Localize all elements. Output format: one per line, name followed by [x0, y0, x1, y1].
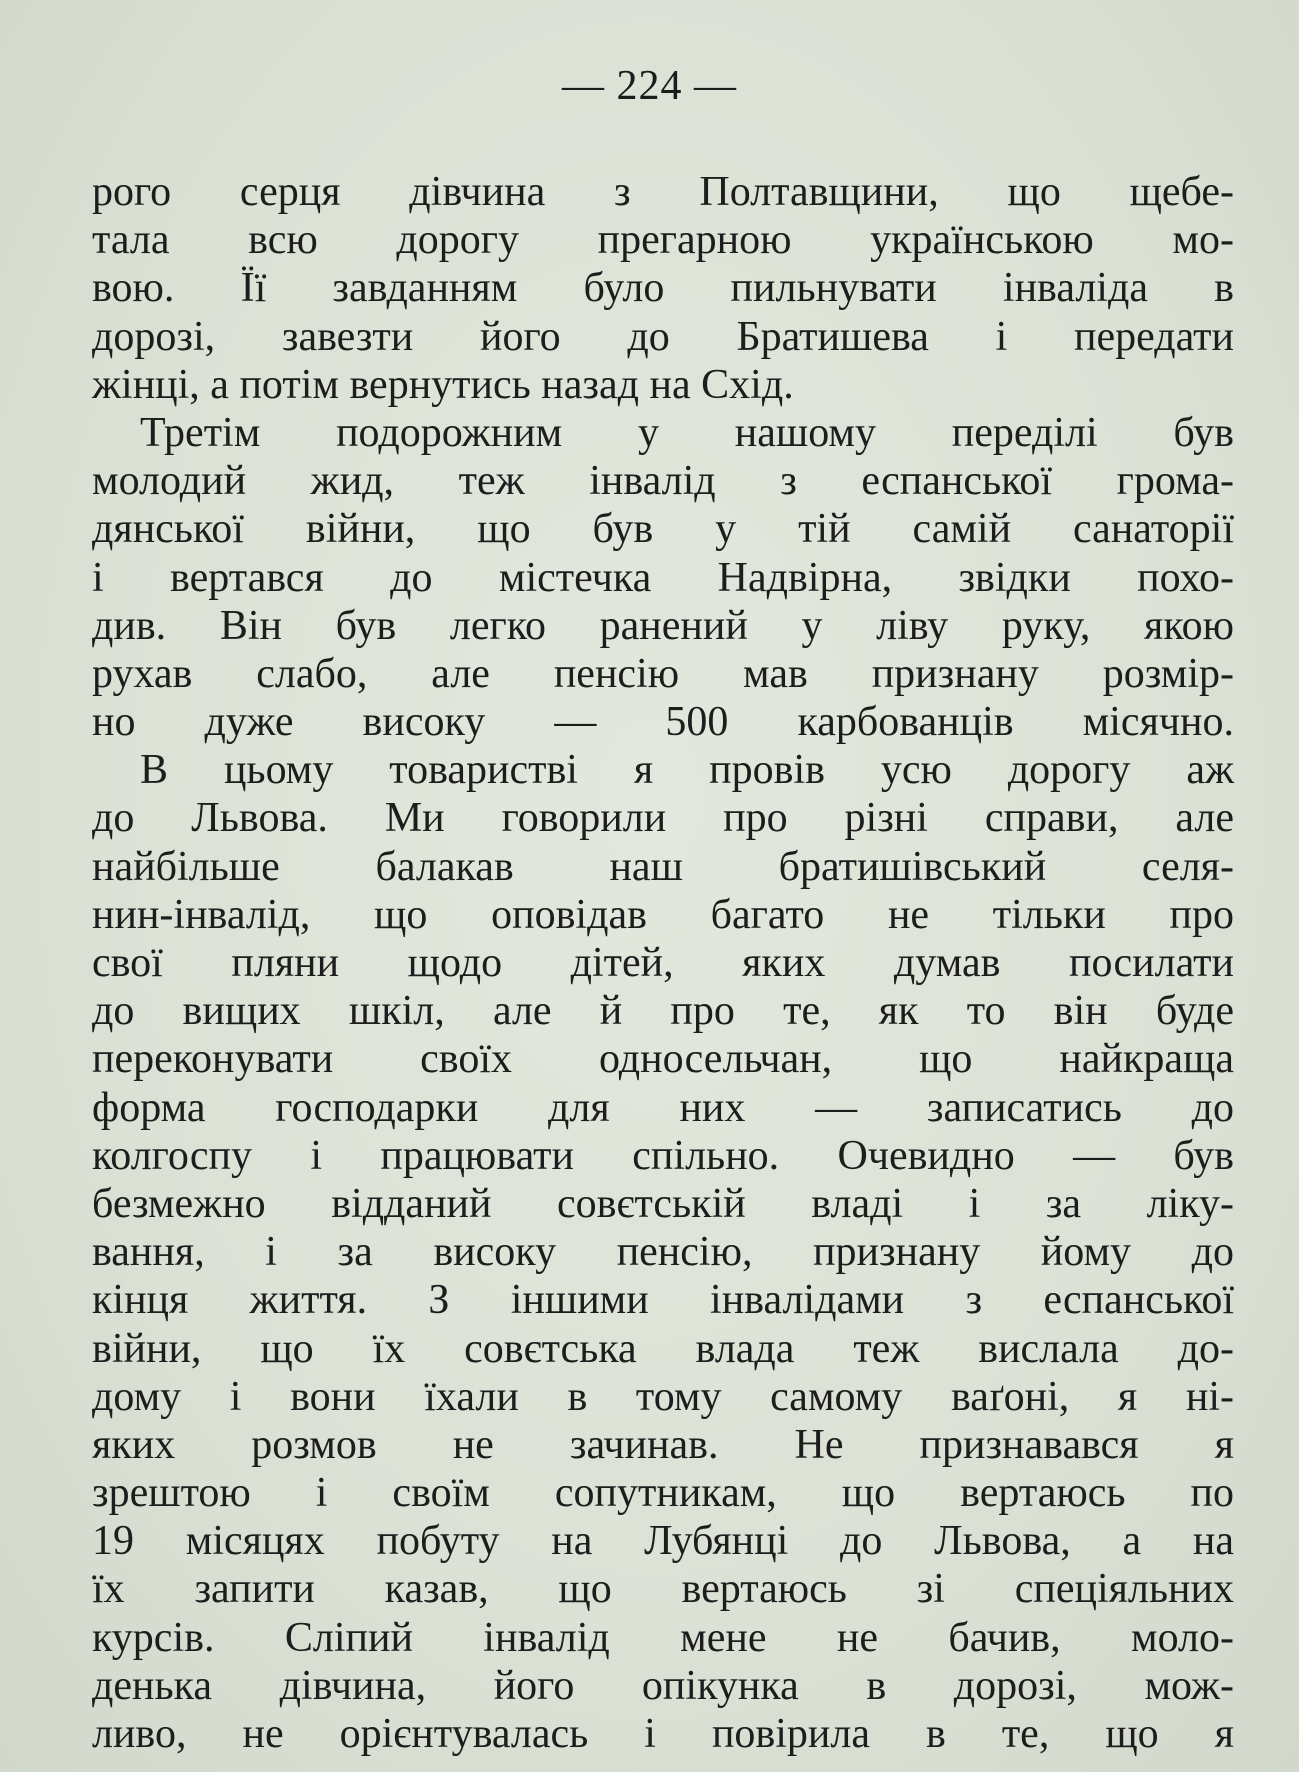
text-line: вання, і за високу пенсію, признану йому до — [92, 1229, 1234, 1276]
text-line: дянської війни, що був у тій самій санаторії — [92, 506, 1234, 553]
text-line: нин-інвалід, що оповідав багато не тільки про — [92, 891, 1234, 938]
text-line: до вищих шкіл, але й про те, як то він буде — [92, 988, 1234, 1035]
text-line: курсів. Сліпий інвалід мене не бачив, моло- — [92, 1614, 1234, 1661]
text-line: форма господарки для них — записатись до — [92, 1084, 1234, 1131]
text-line: колгоспу і працювати спільно. Очевидно — був — [92, 1132, 1234, 1179]
text-line: но дуже високу — 500 карбованців місячно. — [92, 699, 1234, 746]
text-line: дому і вони їхали в тому самому ваґоні, я ні- — [92, 1373, 1234, 1420]
body-text — [92, 168, 1234, 1758]
text-line: зрештою і своїм сопутникам, що вертаюсь по — [92, 1470, 1234, 1517]
text-line: і вертався до містечка Надвірна, звідки похо- — [92, 554, 1234, 601]
text-line: жінці, а потім вернутись назад на Схід. — [92, 361, 794, 408]
text-line: їх запити казав, що вертаюсь зі спеціяльних — [92, 1566, 1234, 1613]
text-line: 19 місяцях побуту на Лубянці до Львова, а на — [92, 1518, 1234, 1565]
text-line: рухав слабо, але пенсію мав признану розмір- — [92, 650, 1234, 697]
text-line: дорозі, завезти його до Братишева і передати — [92, 313, 1234, 360]
text-line: найбільше балакав наш братишівський селя- — [92, 843, 1234, 890]
text-line: В цьому товаристві я провів усю дорогу аж — [140, 747, 1234, 794]
text-line: Третім подорожним у нашому переділі був — [140, 409, 1234, 456]
text-line: свої пляни щодо дітей, яких думав посилати — [92, 940, 1234, 986]
text-line: переконувати своїх односельчан, що найкраща — [92, 1036, 1234, 1083]
page-number: — 224 — — [562, 63, 737, 109]
text-line: війни, що їх совєтська влада теж вислала до- — [92, 1325, 1234, 1372]
text-line: яких розмов не зачинав. Не признавався я — [92, 1421, 1234, 1468]
text-line: тала всю дорогу прегарною українською мо- — [92, 217, 1234, 264]
text-line: ливо, не орієнтувалась і повірила в те, що я — [92, 1711, 1234, 1757]
text-line: денька дівчина, його опікунка в дорозі, мож- — [92, 1662, 1234, 1709]
text-line: вою. Її завданням було пильнувати інваліда в — [92, 265, 1234, 312]
text-line: див. Він був легко ранений у ліву руку, якою — [92, 602, 1234, 649]
text-line: рого серця дівчина з Полтавщини, що щебе- — [92, 169, 1234, 215]
text-line: безмежно відданий совєтській владі і за ліку- — [92, 1180, 1234, 1227]
text-line: молодий жид, теж інвалід з еспанської грома- — [92, 458, 1234, 505]
text-line: до Львова. Ми говорили про різні справи, але — [92, 795, 1234, 842]
text-line: кінця життя. З іншими інвалідами з еспанської — [92, 1277, 1234, 1324]
